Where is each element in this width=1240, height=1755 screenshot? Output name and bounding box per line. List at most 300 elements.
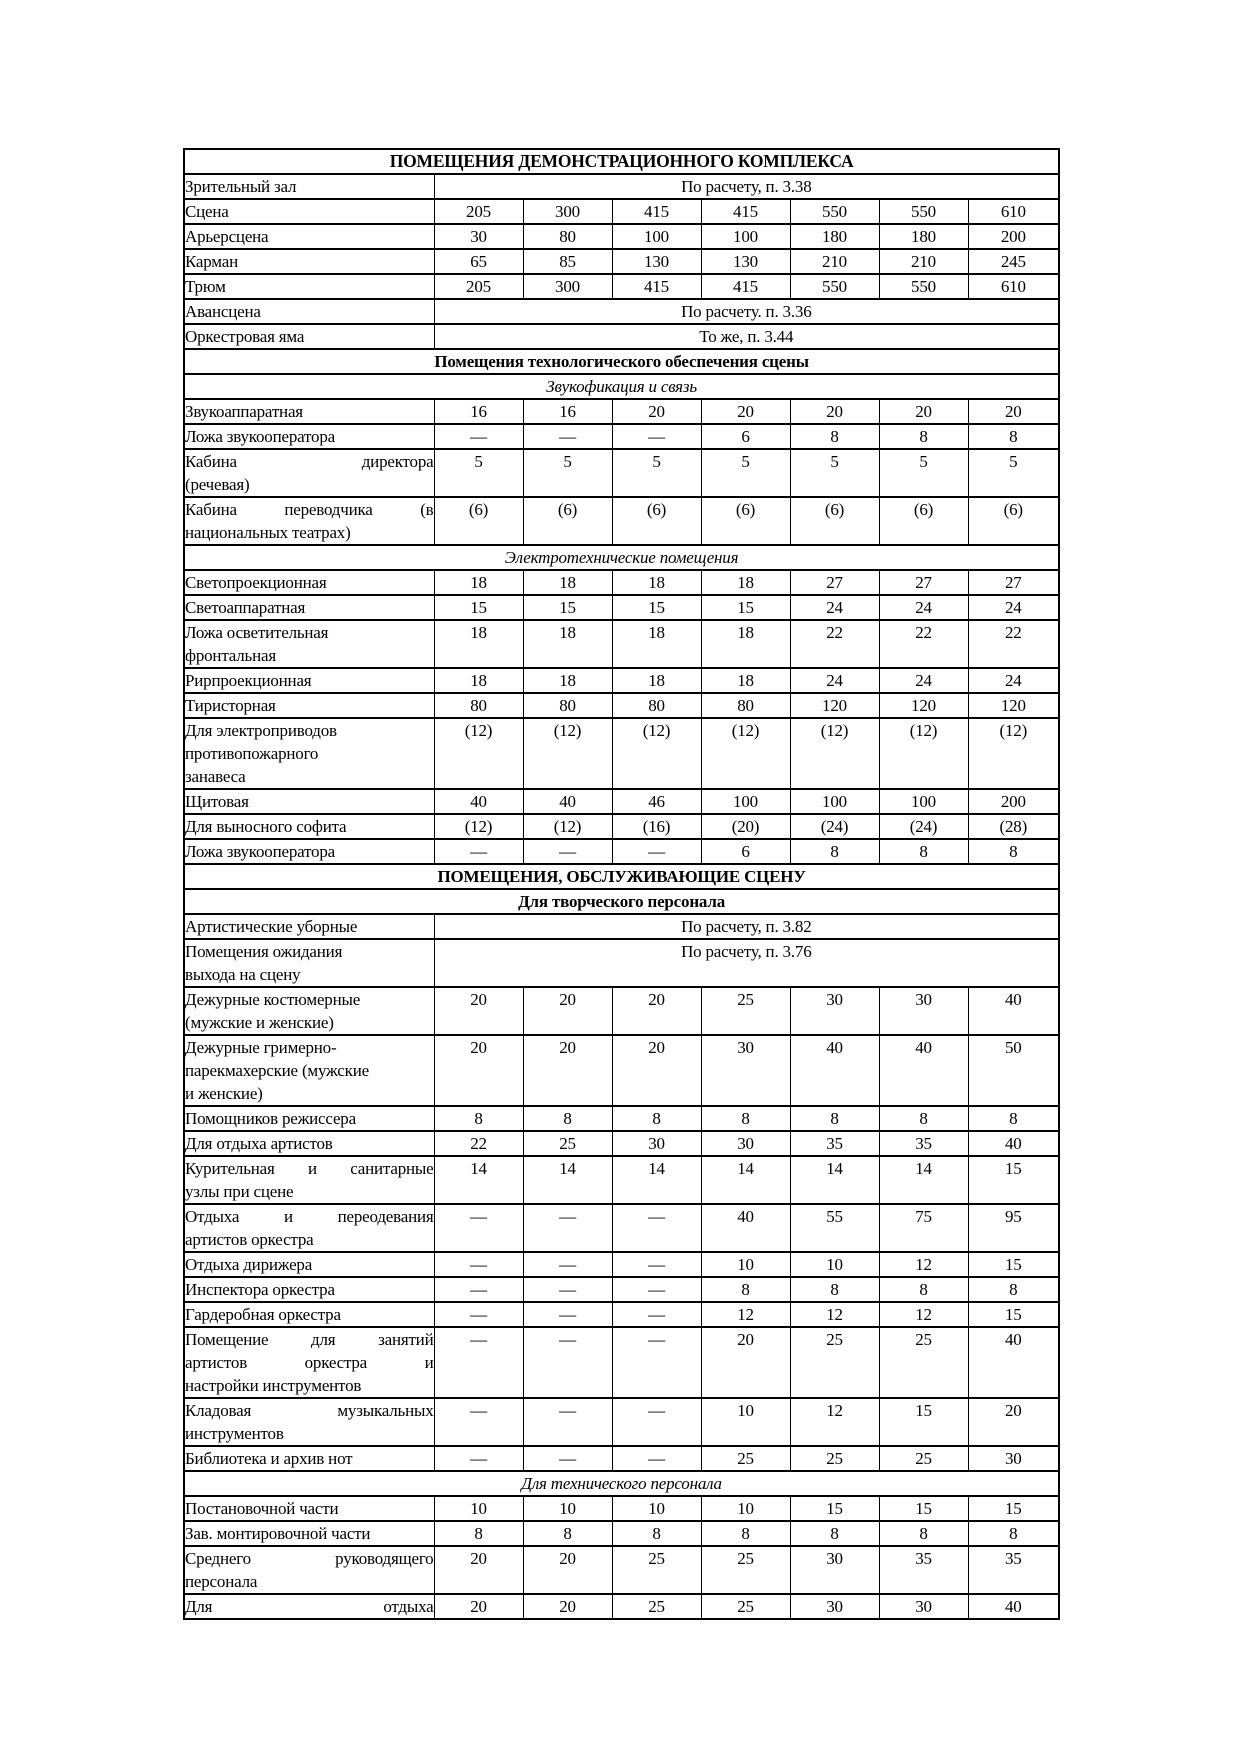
cell-value: 27 (790, 570, 879, 595)
row-label (184, 1204, 434, 1252)
cell-value: 300 (523, 274, 612, 299)
table-row (184, 1327, 1059, 1398)
row-label (184, 814, 434, 839)
cell-value: 25 (879, 1327, 968, 1398)
label-word: Помещение (185, 1330, 269, 1349)
cell-value: 8 (879, 1277, 968, 1302)
row-label (184, 1521, 434, 1546)
label-line: Библиотека и архив нот (185, 1449, 353, 1468)
cell-value: 80 (523, 224, 612, 249)
cell-value: 18 (434, 570, 523, 595)
cell-value: 8 (879, 424, 968, 449)
row-label (184, 1302, 434, 1327)
label-line: Оркестровая яма (185, 327, 305, 346)
cell-value: (12) (879, 718, 968, 789)
row-label (184, 174, 434, 199)
cell-value: — (523, 1277, 612, 1302)
label-word: переодевания (337, 1207, 434, 1226)
cell-value: 20 (523, 987, 612, 1035)
cell-value: 10 (612, 1496, 701, 1521)
cell-value: 130 (612, 249, 701, 274)
cell-value: 15 (968, 1302, 1059, 1327)
cell-value: 8 (790, 424, 879, 449)
cell-value: 550 (790, 274, 879, 299)
cell-value: 120 (879, 693, 968, 718)
cell-value: — (612, 1204, 701, 1252)
cell-value: (24) (879, 814, 968, 839)
cell-value: 8 (790, 1521, 879, 1546)
cell-value: 40 (434, 789, 523, 814)
label-line (185, 1351, 434, 1374)
row-label (184, 718, 434, 789)
cell-value: 18 (701, 570, 790, 595)
table-title: ПОМЕЩЕНИЯ ДЕМОНСТРАЦИОННОГО КОМПЛЕКСА (184, 149, 1059, 174)
label-word: санитарные (350, 1159, 434, 1178)
label-line (185, 498, 434, 521)
cell-value: 10 (790, 1252, 879, 1277)
cell-value: 8 (701, 1521, 790, 1546)
label-line: и женские) (185, 1084, 263, 1103)
cell-value: 8 (968, 839, 1059, 864)
cell-value: 20 (434, 1035, 523, 1106)
cell-value: (28) (968, 814, 1059, 839)
cell-value: 40 (968, 1327, 1059, 1398)
label-line: Авансцена (185, 302, 261, 321)
label-line: Ложа осветительная (185, 623, 329, 642)
label-line: узлы при сцене (185, 1182, 294, 1201)
cell-value: 15 (790, 1496, 879, 1521)
cell-value: 5 (523, 449, 612, 497)
table-row (184, 939, 1059, 987)
label-word: Среднего (185, 1549, 251, 1568)
cell-value: 12 (879, 1252, 968, 1277)
table-row (184, 349, 1059, 374)
table-row (184, 1252, 1059, 1277)
label-line: Ложа звукооператора (185, 842, 335, 861)
cell-value: 80 (434, 693, 523, 718)
table-row (184, 1398, 1059, 1446)
cell-value: 35 (790, 1131, 879, 1156)
cell-value: — (523, 1204, 612, 1252)
span-note: По расчету, п. 3.76 (434, 939, 1059, 987)
cell-value: (12) (434, 814, 523, 839)
row-label (184, 939, 434, 987)
label-word: отдыха (383, 1597, 434, 1616)
cell-value: 15 (968, 1252, 1059, 1277)
label-line: занавеса (185, 767, 246, 786)
label-word: (в (420, 500, 434, 519)
label-line: Светоаппаратная (185, 598, 306, 617)
table-row (184, 1546, 1059, 1594)
cell-value: 100 (701, 224, 790, 249)
label-line: Зрительный зал (185, 177, 297, 196)
label-line: Дежурные гримерно- (185, 1038, 337, 1057)
cell-value: 14 (612, 1156, 701, 1204)
cell-value: 25 (523, 1131, 612, 1156)
cell-value: 8 (612, 1106, 701, 1131)
cell-value: (6) (523, 497, 612, 545)
label-line: выхода на сцену (185, 965, 301, 984)
cell-value: 30 (701, 1035, 790, 1106)
table-row (184, 374, 1059, 399)
cell-value: 35 (879, 1546, 968, 1594)
label-line: Арьерсцена (185, 227, 269, 246)
cell-value: 8 (701, 1106, 790, 1131)
label-line (185, 1157, 434, 1180)
cell-value: 415 (612, 274, 701, 299)
table-row (184, 668, 1059, 693)
table-row (184, 1471, 1059, 1496)
cell-value: 610 (968, 274, 1059, 299)
cell-value: 18 (434, 620, 523, 668)
label-word: переводчика (284, 500, 373, 519)
row-label (184, 424, 434, 449)
cell-value: 415 (701, 199, 790, 224)
table-row (184, 1035, 1059, 1106)
cell-value: 20 (523, 1594, 612, 1619)
cell-value: (12) (523, 814, 612, 839)
table-row (184, 987, 1059, 1035)
label-word: оркестра (304, 1353, 368, 1372)
row-label (184, 914, 434, 939)
cell-value: 30 (790, 1546, 879, 1594)
cell-value: 5 (790, 449, 879, 497)
cell-value: 100 (879, 789, 968, 814)
cell-value: — (434, 839, 523, 864)
label-word: и (283, 1207, 293, 1226)
cell-value: 10 (701, 1252, 790, 1277)
cell-value: 550 (790, 199, 879, 224)
cell-value: (24) (790, 814, 879, 839)
label-line: настройки инструментов (185, 1376, 362, 1395)
cell-value: 10 (701, 1496, 790, 1521)
label-word: директора (361, 452, 434, 471)
cell-value: 8 (790, 839, 879, 864)
table-row (184, 399, 1059, 424)
row-label (184, 1446, 434, 1471)
row-label (184, 497, 434, 545)
premises-area-table (183, 148, 1060, 1620)
table-row (184, 864, 1059, 889)
cell-value: 180 (790, 224, 879, 249)
cell-value: 24 (879, 668, 968, 693)
label-line (185, 1205, 434, 1228)
row-label (184, 299, 434, 324)
cell-value: 30 (968, 1446, 1059, 1471)
table-row (184, 789, 1059, 814)
cell-value: 15 (879, 1496, 968, 1521)
cell-value: 120 (790, 693, 879, 718)
cell-value: — (523, 839, 612, 864)
label-line: Дежурные костюмерные (185, 990, 361, 1009)
table-row (184, 595, 1059, 620)
cell-value: 15 (434, 595, 523, 620)
cell-value: 8 (434, 1106, 523, 1131)
cell-value: 8 (434, 1521, 523, 1546)
table-row (184, 839, 1059, 864)
cell-value: 30 (612, 1131, 701, 1156)
cell-value: 80 (523, 693, 612, 718)
cell-value: 30 (790, 987, 879, 1035)
cell-value: 245 (968, 249, 1059, 274)
cell-value: 8 (523, 1521, 612, 1546)
cell-value: 415 (612, 199, 701, 224)
cell-value: 15 (612, 595, 701, 620)
cell-value: 55 (790, 1204, 879, 1252)
table-row (184, 249, 1059, 274)
row-label (184, 1594, 434, 1619)
row-label (184, 693, 434, 718)
section-header: Для творческого персонала (184, 889, 1059, 914)
row-label (184, 570, 434, 595)
cell-value: 35 (968, 1546, 1059, 1594)
cell-value: — (612, 1302, 701, 1327)
label-word: Курительная (185, 1159, 275, 1178)
label-word: для (311, 1330, 336, 1349)
cell-value: 205 (434, 199, 523, 224)
cell-value: — (434, 1302, 523, 1327)
cell-value: 8 (612, 1521, 701, 1546)
label-line: фронтальная (185, 646, 276, 665)
table-row (184, 1521, 1059, 1546)
table-row (184, 545, 1059, 570)
cell-value: 20 (968, 399, 1059, 424)
cell-value: 10 (701, 1398, 790, 1446)
cell-value: 20 (701, 1327, 790, 1398)
cell-value: 22 (879, 620, 968, 668)
cell-value: 100 (790, 789, 879, 814)
label-line: Тиристорная (185, 696, 276, 715)
cell-value: 8 (879, 839, 968, 864)
row-label (184, 620, 434, 668)
cell-value: 40 (879, 1035, 968, 1106)
cell-value: 20 (968, 1398, 1059, 1446)
row-label (184, 1496, 434, 1521)
table-row (184, 299, 1059, 324)
label-line: Помощников режиссера (185, 1109, 356, 1128)
cell-value: 16 (434, 399, 523, 424)
cell-value: 415 (701, 274, 790, 299)
label-word: Для (185, 1597, 213, 1616)
label-line: артистов оркестра (185, 1230, 314, 1249)
cell-value: 85 (523, 249, 612, 274)
label-line: Сцена (185, 202, 229, 221)
row-label (184, 199, 434, 224)
cell-value: 8 (701, 1277, 790, 1302)
table-row (184, 693, 1059, 718)
cell-value: 20 (434, 987, 523, 1035)
cell-value: 24 (968, 595, 1059, 620)
row-label (184, 1398, 434, 1446)
label-line: Инспектора оркестра (185, 1280, 335, 1299)
cell-value: 15 (879, 1398, 968, 1446)
cell-value: 8 (968, 1277, 1059, 1302)
section-header: ПОМЕЩЕНИЯ, ОБСЛУЖИВАЮЩИЕ СЦЕНУ (184, 864, 1059, 889)
cell-value: 14 (701, 1156, 790, 1204)
cell-value: 6 (701, 839, 790, 864)
cell-value: (6) (701, 497, 790, 545)
cell-value: 14 (523, 1156, 612, 1204)
label-word: артистов (185, 1353, 248, 1372)
cell-value: 24 (968, 668, 1059, 693)
label-line: Трюм (185, 277, 226, 296)
label-line: Зав. монтировочной части (185, 1524, 371, 1543)
section-header: Звукофикация и связь (184, 374, 1059, 399)
label-line (185, 1399, 434, 1422)
label-line: Для электроприводов (185, 721, 337, 740)
cell-value: 300 (523, 199, 612, 224)
cell-value: 24 (790, 668, 879, 693)
cell-value: 5 (968, 449, 1059, 497)
label-line: Карман (185, 252, 238, 271)
cell-value: 30 (434, 224, 523, 249)
cell-value: 25 (790, 1446, 879, 1471)
label-line: персонала (185, 1572, 258, 1591)
cell-value: 610 (968, 199, 1059, 224)
cell-value: (6) (612, 497, 701, 545)
cell-value: 25 (612, 1546, 701, 1594)
table-row (184, 1446, 1059, 1471)
table-row (184, 1156, 1059, 1204)
label-line: Щитовая (185, 792, 249, 811)
row-label (184, 1277, 434, 1302)
cell-value: — (612, 1277, 701, 1302)
label-line: Для выносного софита (185, 817, 347, 836)
span-note: По расчету, п. 3.82 (434, 914, 1059, 939)
cell-value: 75 (879, 1204, 968, 1252)
label-word: музыкальных (337, 1401, 434, 1420)
cell-value: 205 (434, 274, 523, 299)
cell-value: — (523, 1398, 612, 1446)
cell-value: 95 (968, 1204, 1059, 1252)
cell-value: 5 (701, 449, 790, 497)
label-line: Постановочной части (185, 1499, 339, 1518)
cell-value: 22 (790, 620, 879, 668)
cell-value: 12 (879, 1302, 968, 1327)
cell-value: 16 (523, 399, 612, 424)
cell-value: 20 (434, 1594, 523, 1619)
cell-value: 18 (612, 668, 701, 693)
cell-value: 27 (879, 570, 968, 595)
section-header: Помещения технологического обеспечения сцены (184, 349, 1059, 374)
cell-value: (20) (701, 814, 790, 839)
cell-value: (12) (523, 718, 612, 789)
row-label (184, 987, 434, 1035)
cell-value: 8 (968, 1521, 1059, 1546)
table-row (184, 620, 1059, 668)
table-row (184, 889, 1059, 914)
cell-value: 130 (701, 249, 790, 274)
table-row (184, 1277, 1059, 1302)
cell-value: 25 (879, 1446, 968, 1471)
row-label (184, 1106, 434, 1131)
cell-value: — (523, 1252, 612, 1277)
table-row (184, 1204, 1059, 1252)
cell-value: (6) (968, 497, 1059, 545)
cell-value: 20 (612, 1035, 701, 1106)
table-row (184, 274, 1059, 299)
cell-value: 25 (701, 987, 790, 1035)
label-word: Кабина (185, 500, 237, 519)
cell-value: 12 (701, 1302, 790, 1327)
cell-value: 14 (434, 1156, 523, 1204)
label-line: Ложа звукооператора (185, 427, 335, 446)
cell-value: 18 (523, 668, 612, 693)
cell-value: 30 (790, 1594, 879, 1619)
table-row (184, 174, 1059, 199)
table-row (184, 199, 1059, 224)
label-line: Для отдыха артистов (185, 1134, 333, 1153)
cell-value: 18 (612, 620, 701, 668)
cell-value: — (523, 1327, 612, 1398)
cell-value: 80 (701, 693, 790, 718)
label-line: Помещения ожидания (185, 942, 343, 961)
label-line: (речевая) (185, 475, 250, 494)
cell-value: 14 (790, 1156, 879, 1204)
cell-value: 550 (879, 274, 968, 299)
cell-value: (6) (790, 497, 879, 545)
cell-value: 210 (879, 249, 968, 274)
row-label (184, 449, 434, 497)
cell-value: 25 (701, 1546, 790, 1594)
row-label (184, 224, 434, 249)
cell-value: 120 (968, 693, 1059, 718)
cell-value: (12) (434, 718, 523, 789)
cell-value: 15 (701, 595, 790, 620)
cell-value: 27 (968, 570, 1059, 595)
cell-value: 200 (968, 789, 1059, 814)
label-line: Звукоаппаратная (185, 402, 303, 421)
label-word: Отдыха (185, 1207, 240, 1226)
cell-value: — (612, 839, 701, 864)
table-row (184, 1496, 1059, 1521)
cell-value: 40 (968, 1594, 1059, 1619)
table-row (184, 449, 1059, 497)
cell-value: 40 (523, 789, 612, 814)
label-line: Рирпроекционная (185, 671, 312, 690)
cell-value: 12 (790, 1398, 879, 1446)
cell-value: 15 (968, 1496, 1059, 1521)
label-line (185, 1328, 434, 1351)
row-label (184, 1156, 434, 1204)
cell-value: 18 (523, 570, 612, 595)
cell-value: 22 (968, 620, 1059, 668)
row-label (184, 789, 434, 814)
cell-value: — (612, 1252, 701, 1277)
cell-value: 100 (612, 224, 701, 249)
row-label (184, 1327, 434, 1398)
span-note: То же, п. 3.44 (434, 324, 1059, 349)
row-label (184, 399, 434, 424)
cell-value: 8 (790, 1106, 879, 1131)
cell-value: — (434, 1252, 523, 1277)
cell-value: 15 (968, 1156, 1059, 1204)
cell-value: 18 (701, 620, 790, 668)
table-row (184, 1594, 1059, 1619)
cell-value: 20 (612, 399, 701, 424)
cell-value: — (523, 1446, 612, 1471)
cell-value: 200 (968, 224, 1059, 249)
cell-value: 40 (968, 987, 1059, 1035)
row-label (184, 1546, 434, 1594)
cell-value: 8 (879, 1521, 968, 1546)
label-line: противопожарного (185, 744, 319, 763)
cell-value: 18 (523, 620, 612, 668)
span-note: По расчету. п. 3.36 (434, 299, 1059, 324)
cell-value: 40 (790, 1035, 879, 1106)
cell-value: — (434, 1204, 523, 1252)
cell-value: 20 (523, 1035, 612, 1106)
